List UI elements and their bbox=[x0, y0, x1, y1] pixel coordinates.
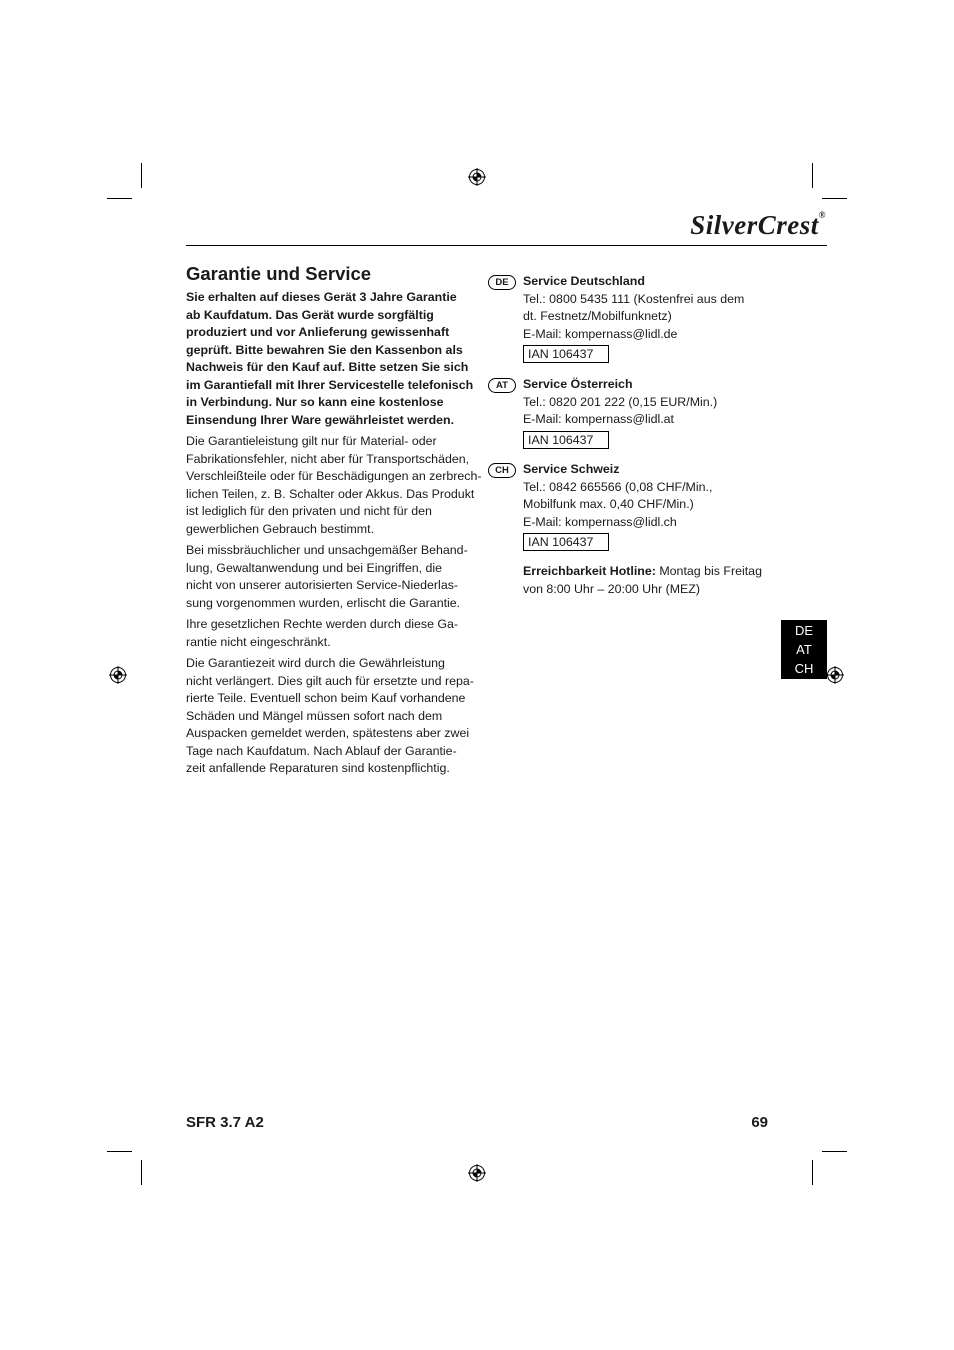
service-title: Service Österreich bbox=[523, 377, 633, 391]
text-line: Verschleißteile oder für Beschädigungen an zerbrech- bbox=[186, 469, 482, 483]
hotline-hours: von 8:00 Uhr – 20:00 Uhr (MEZ) bbox=[523, 581, 700, 596]
text-line: lung, Gewaltanwendung und bei Eingriffen, die bbox=[186, 560, 443, 575]
text-line: ab Kaufdatum. Das Gerät wurde sorgfältig bbox=[186, 307, 434, 322]
service-email: E-Mail: kompernass@lidl.de bbox=[523, 326, 678, 341]
service-line: dt. Festnetz/Mobilfunknetz) bbox=[523, 309, 672, 323]
brand-logo-text: SilverCrest bbox=[690, 210, 819, 240]
text-line: nicht verlängert. Dies gilt auch für ersetzte und repa- bbox=[186, 673, 474, 688]
service-line: Tel.: 0842 665566 (0,08 CHF/Min., bbox=[523, 479, 713, 494]
text-line: Sie erhalten auf dieses Gerät 3 Jahre Garantie bbox=[186, 290, 457, 304]
crop-mark bbox=[141, 163, 142, 188]
footer-model: SFR 3.7 A2 bbox=[186, 1114, 264, 1131]
text-line: rierte Teile. Eventuell schon beim Kauf vorhandene bbox=[186, 691, 466, 705]
crop-mark bbox=[141, 1160, 142, 1185]
header-rule bbox=[186, 245, 827, 246]
text-line: ist lediglich für den privaten und nicht für den bbox=[186, 504, 432, 518]
text-line: Fabrikationsfehler, nicht aber für Transportschäden, bbox=[186, 451, 470, 466]
service-line: Mobilfunk max. 0,40 CHF/Min.) bbox=[523, 497, 694, 511]
service-email: E-Mail: kompernass@lidl.at bbox=[523, 412, 674, 426]
text-line: Bei missbräuchlicher und unsachgemäßer Behand- bbox=[186, 543, 468, 557]
ian-box: IAN 106437 bbox=[523, 431, 609, 449]
text-line: nicht von unserer autorisierten Service-Niederlas- bbox=[186, 578, 459, 592]
crop-mark bbox=[107, 1151, 132, 1152]
paragraph-legal-rights bbox=[186, 616, 476, 651]
text-line: lichen Teilen, z. B. Schalter oder Akkus. Das Produkt bbox=[186, 486, 475, 501]
service-line: Tel.: 0800 5435 111 (Kostenfrei aus dem bbox=[523, 291, 745, 306]
text-line: zeit anfallende Reparaturen sind kostenpflichtig. bbox=[186, 761, 450, 775]
crop-mark bbox=[812, 1160, 813, 1185]
crop-mark bbox=[822, 1151, 847, 1152]
registered-trademark: ® bbox=[818, 210, 826, 220]
hotline-label: Erreichbarkeit Hotline: bbox=[523, 564, 656, 578]
intro-paragraph bbox=[186, 289, 476, 429]
service-line: Tel.: 0820 201 222 (0,15 EUR/Min.) bbox=[523, 394, 718, 409]
text-line: sung vorgenommen wurden, erlischt die Garantie. bbox=[186, 595, 461, 610]
country-badge: CH bbox=[488, 463, 516, 478]
text-line: Einsendung Ihrer Ware gewährleistet werden. bbox=[186, 412, 455, 427]
brand-logo bbox=[600, 210, 826, 244]
paragraph-misuse bbox=[186, 542, 476, 612]
text-line: Ihre gesetzlichen Rechte werden durch diese Ga- bbox=[186, 617, 459, 631]
language-code: DE bbox=[794, 623, 814, 638]
country-badge: DE bbox=[488, 275, 516, 290]
guarantee-text bbox=[186, 289, 482, 782]
hotline-line bbox=[523, 563, 762, 581]
registration-mark-icon bbox=[468, 168, 486, 186]
service-title: Service Schweiz bbox=[523, 462, 620, 476]
language-tab bbox=[781, 620, 827, 679]
text-line: produziert und vor Anlieferung gewissenhaft bbox=[186, 325, 450, 339]
ian-box: IAN 106437 bbox=[523, 533, 609, 551]
ian-box: IAN 106437 bbox=[523, 345, 609, 363]
service-email: E-Mail: kompernass@lidl.ch bbox=[523, 514, 677, 529]
language-code: AT bbox=[796, 642, 812, 657]
hotline-info bbox=[523, 563, 762, 598]
text-line: in Verbindung. Nur so kann eine kostenlose bbox=[186, 395, 444, 409]
page-number: 69 bbox=[751, 1114, 768, 1131]
service-switzerland bbox=[488, 461, 788, 552]
text-line: Tage nach Kaufdatum. Nach Ablauf der Garantie- bbox=[186, 743, 457, 758]
text-line: rantie nicht eingeschränkt. bbox=[186, 634, 331, 649]
service-germany bbox=[488, 273, 788, 364]
service-austria bbox=[488, 376, 788, 449]
text-line: Schäden und Mängel müssen sofort nach dem bbox=[186, 708, 443, 723]
text-line: im Garantiefall mit Ihrer Servicestelle telefonisch bbox=[186, 377, 474, 392]
crop-mark bbox=[822, 198, 847, 199]
text-line: Auspacken gemeldet werden, spätestens aber zwei bbox=[186, 726, 470, 740]
page-title: Garantie und Service bbox=[186, 263, 372, 284]
registration-mark-icon bbox=[468, 1164, 486, 1182]
text-line: Die Garantieleistung gilt nur für Material- oder bbox=[186, 434, 437, 448]
registration-mark-icon bbox=[109, 666, 127, 684]
service-title: Service Deutschland bbox=[523, 274, 645, 288]
language-code: CH bbox=[794, 661, 814, 676]
crop-mark bbox=[812, 163, 813, 188]
country-badge: AT bbox=[488, 378, 516, 393]
text-line: Nachweis für den Kauf auf. Bitte setzen Sie sich bbox=[186, 360, 469, 374]
crop-mark bbox=[107, 198, 132, 199]
text-line: Die Garantiezeit wird durch die Gewährleistung bbox=[186, 656, 445, 670]
paragraph-scope bbox=[186, 433, 482, 538]
text-line: geprüft. Bitte bewahren Sie den Kassenbon als bbox=[186, 342, 463, 357]
paragraph-period bbox=[186, 655, 476, 778]
hotline-days: Montag bis Freitag bbox=[655, 564, 762, 578]
text-line: gewerblichen Gebrauch bestimmt. bbox=[186, 521, 375, 536]
registration-mark-icon bbox=[826, 666, 844, 684]
